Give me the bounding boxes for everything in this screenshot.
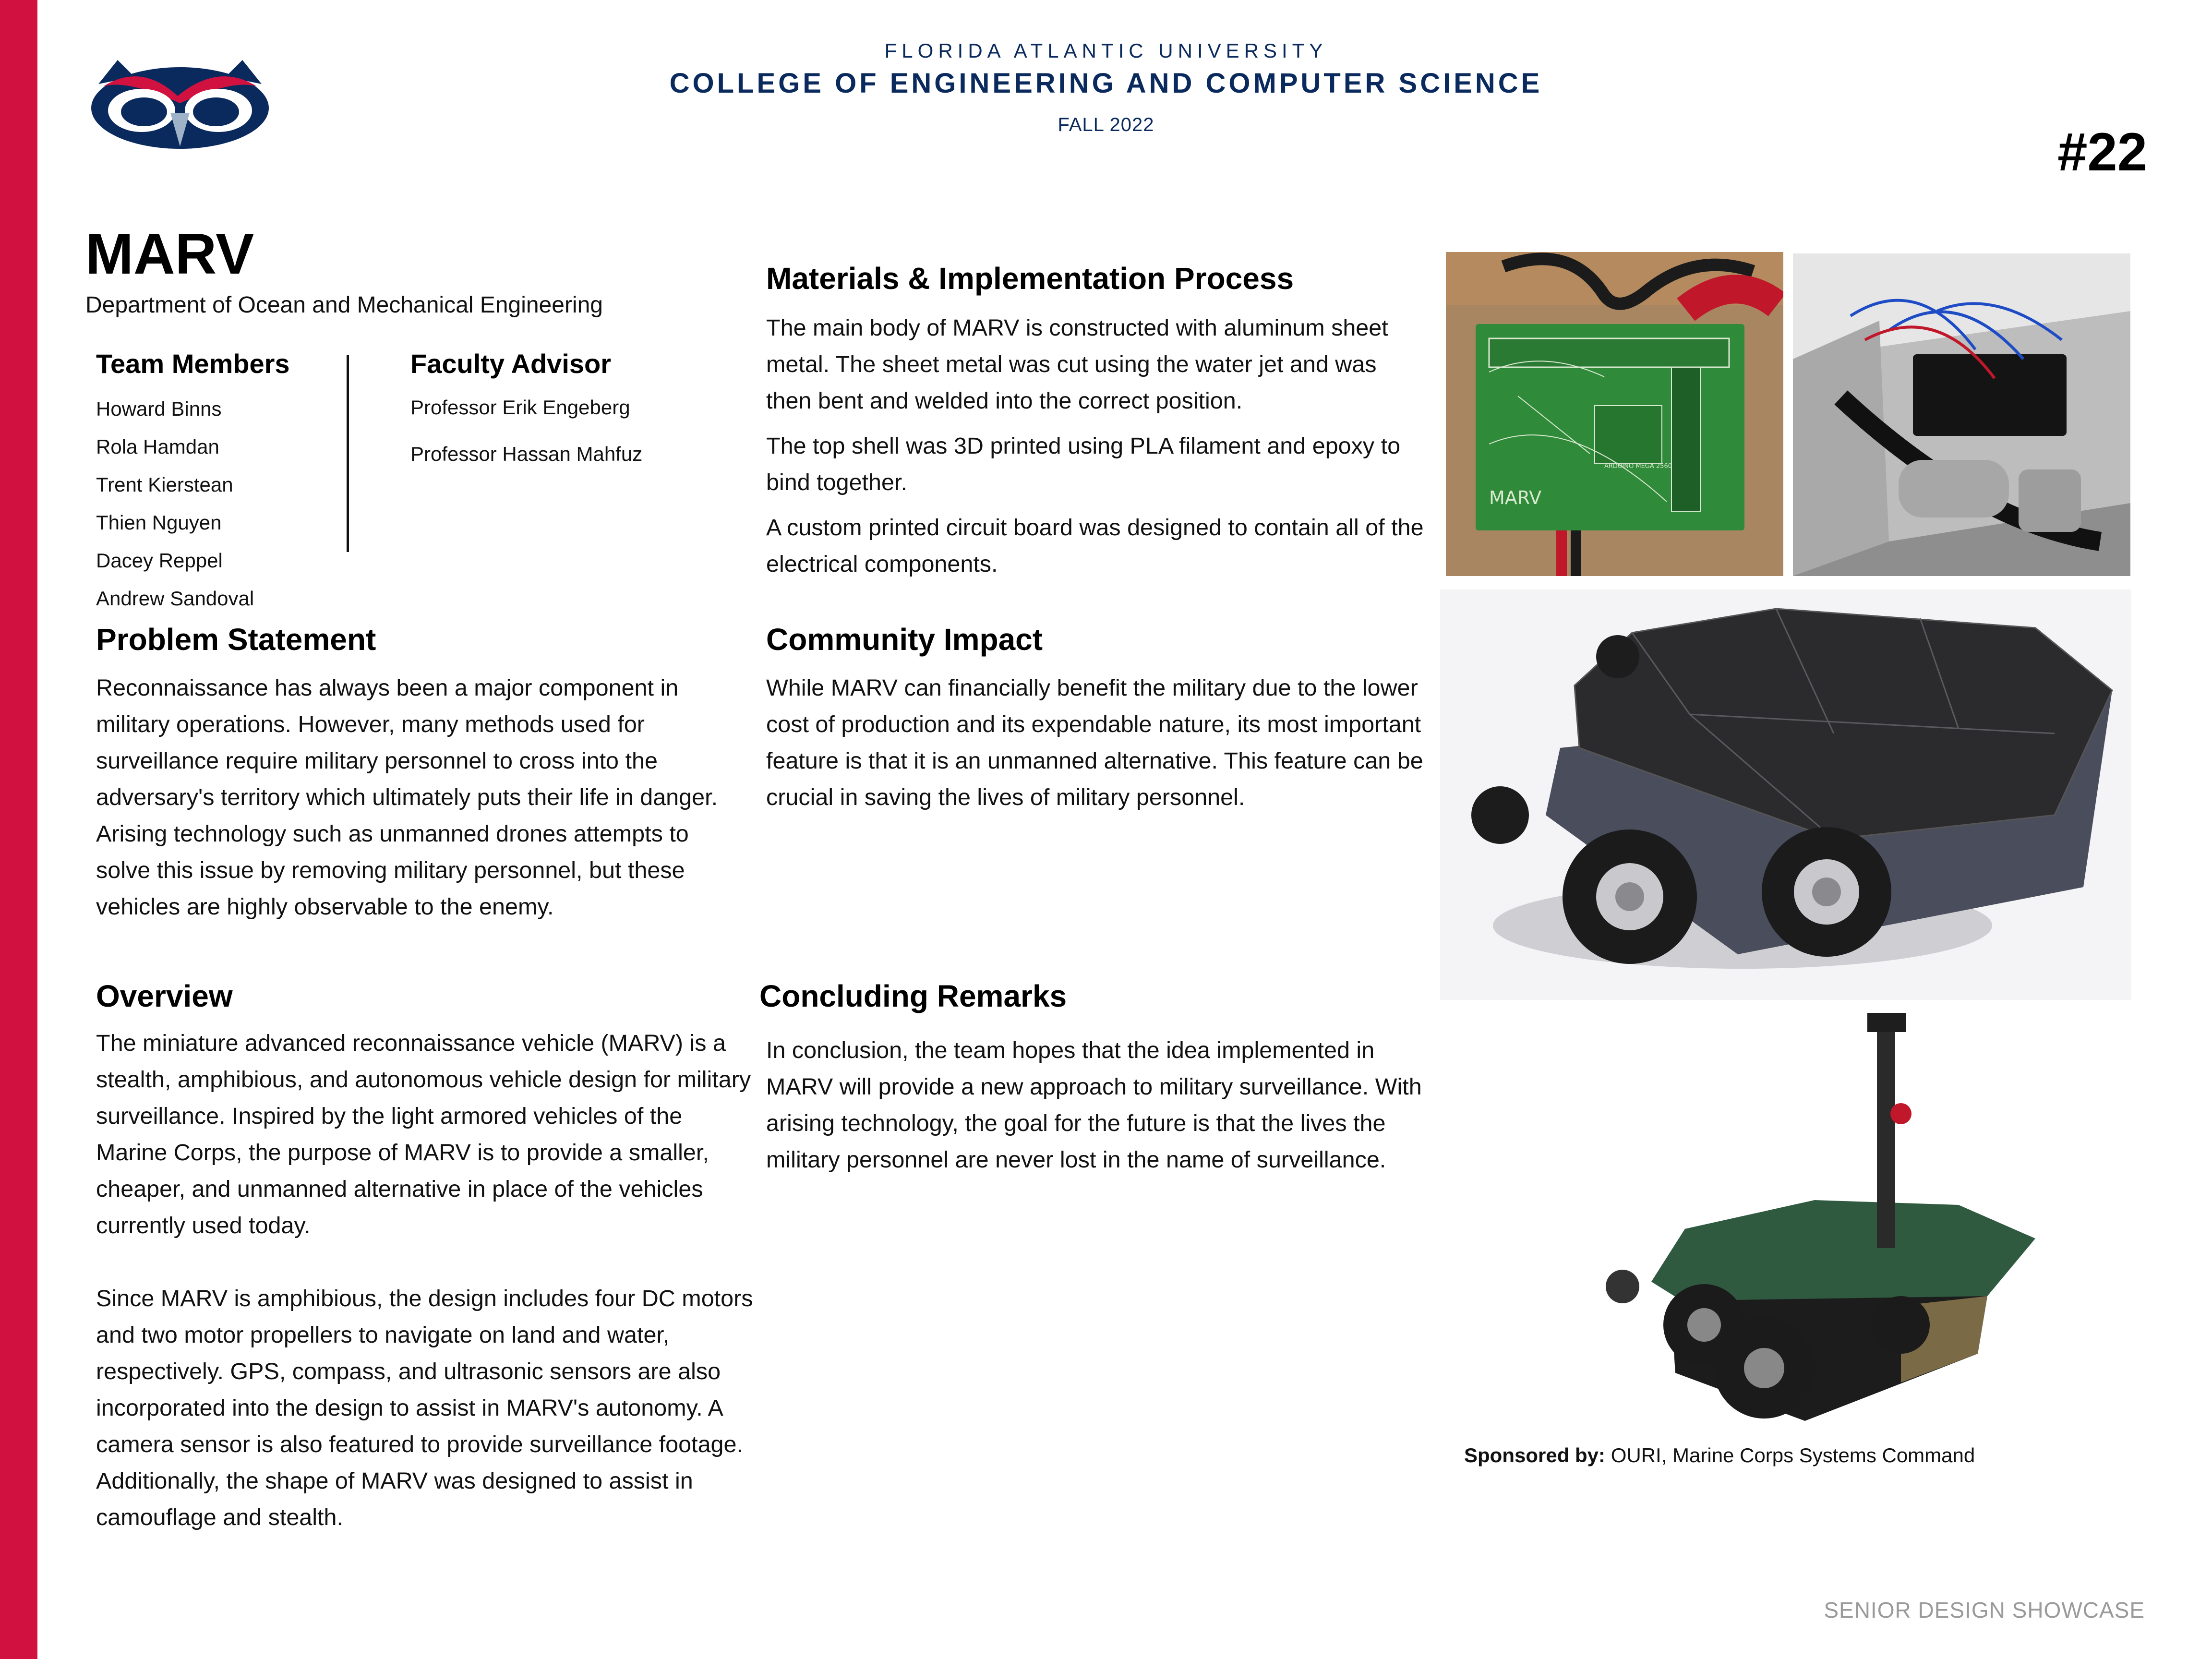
community-text: While MARV can financially benefit the military due to the lower cost of production and its expendable nature, its most important feature is that it is an unmanned alternative. This feature can be crucial in saving the lives of military personnel. [766,675,1423,810]
team-heading: Team Members [96,349,290,379]
team-member: Andrew Sandoval [96,587,254,610]
college-name: COLLEGE OF ENGINEERING AND COMPUTER SCIENCE [669,68,1543,99]
team-member: Howard Binns [96,397,222,420]
department-label: Department of Ocean and Mechanical Engineering [85,292,603,318]
advisor-name: Professor Erik Engeberg [410,396,630,419]
project-number: #22 [2057,122,2147,182]
materials-heading: Materials & Implementation Process [766,261,1294,296]
problem-text: Reconnaissance has always been a major component in military operations. However, many methods used for surveillance require military personnel to cross into the adversary's territory which ultimately puts their life in danger. Arising technology such as unmanned drones attempts to solve this issue by removing military personnel, but these vehicles are highly observable to the enemy. [96,675,718,920]
chassis-interior-photo [1793,253,2130,576]
overview-heading: Overview [96,979,233,1013]
team-member-list [96,390,254,617]
concluding-text: In conclusion, the team hopes that the idea implemented in MARV will provide a new approach to military surveillance. With arising technology, the goal for the future is that the lives the military personnel are never lost in the name of surveillance. [766,1037,1422,1173]
owl-logo-icon [89,50,271,151]
pcb-photo [1446,252,1783,576]
team-member: Rola Hamdan [96,435,219,458]
term-label: FALL 2022 [1058,114,1154,135]
pcb-chip-label: ARDUINO MEGA 2560 [1604,463,1672,470]
overview-paragraph: Since MARV is amphibious, the design includes four DC motors and two motor propellers to navigate on land and water, respectively. GPS, compass, and ultrasonic sensors are also incorporated into the design to assist in MARV's autonomy. A camera sensor is also featured to provide surveillance footage. Additionally, the shape of MARV was designed to assist in camouflage and stealth. [96,1286,753,1530]
university-name: FLORIDA ATLANTIC UNIVERSITY [884,39,1328,62]
materials-paragraph: The main body of MARV is constructed with aluminum sheet metal. The sheet metal was cut using the water jet and was then bent and welded into the correct position. [766,315,1388,414]
materials-paragraph: The top shell was 3D printed using PLA filament and epoxy to bind together. [766,433,1401,495]
sponsor-label: Sponsored by: [1464,1444,1606,1467]
materials-paragraph: A custom printed circuit board was designed to contain all of the electrical components. [766,515,1424,577]
accent-bar [0,0,37,1659]
team-member: Thien Nguyen [96,511,222,534]
team-member: Dacey Reppel [96,549,223,572]
footer-label: SENIOR DESIGN SHOWCASE [1824,1598,2145,1623]
prototype-photo [1565,1008,2088,1431]
concluding-heading: Concluding Remarks [759,979,1067,1013]
advisor-list [410,384,642,477]
team-member: Trent Kierstean [96,473,233,496]
sponsor-line [1464,1444,1975,1467]
overview-paragraph: The miniature advanced reconnaissance vehicle (MARV) is a stealth, amphibious, and autonomous vehicle design for military surveillance. Inspired by the light armored vehicles of the Marine Corps, the purpose of MARV is to provide a smaller, cheaper, and unmanned alternative in place of the vehicles currently used today. [96,1030,751,1238]
page-title: MARV [85,222,254,286]
community-heading: Community Impact [766,622,1043,657]
faculty-heading: Faculty Advisor [410,349,612,379]
pcb-label: MARV [1489,487,1542,508]
cad-render-image [1440,589,2131,1000]
advisor-name: Professor Hassan Mahfuz [410,443,643,465]
materials-body [766,310,1426,591]
column-divider [347,355,349,552]
problem-heading: Problem Statement [96,622,376,657]
sponsor-names: OURI, Marine Corps Systems Command [1605,1444,1975,1467]
overview-body [96,1025,754,1544]
